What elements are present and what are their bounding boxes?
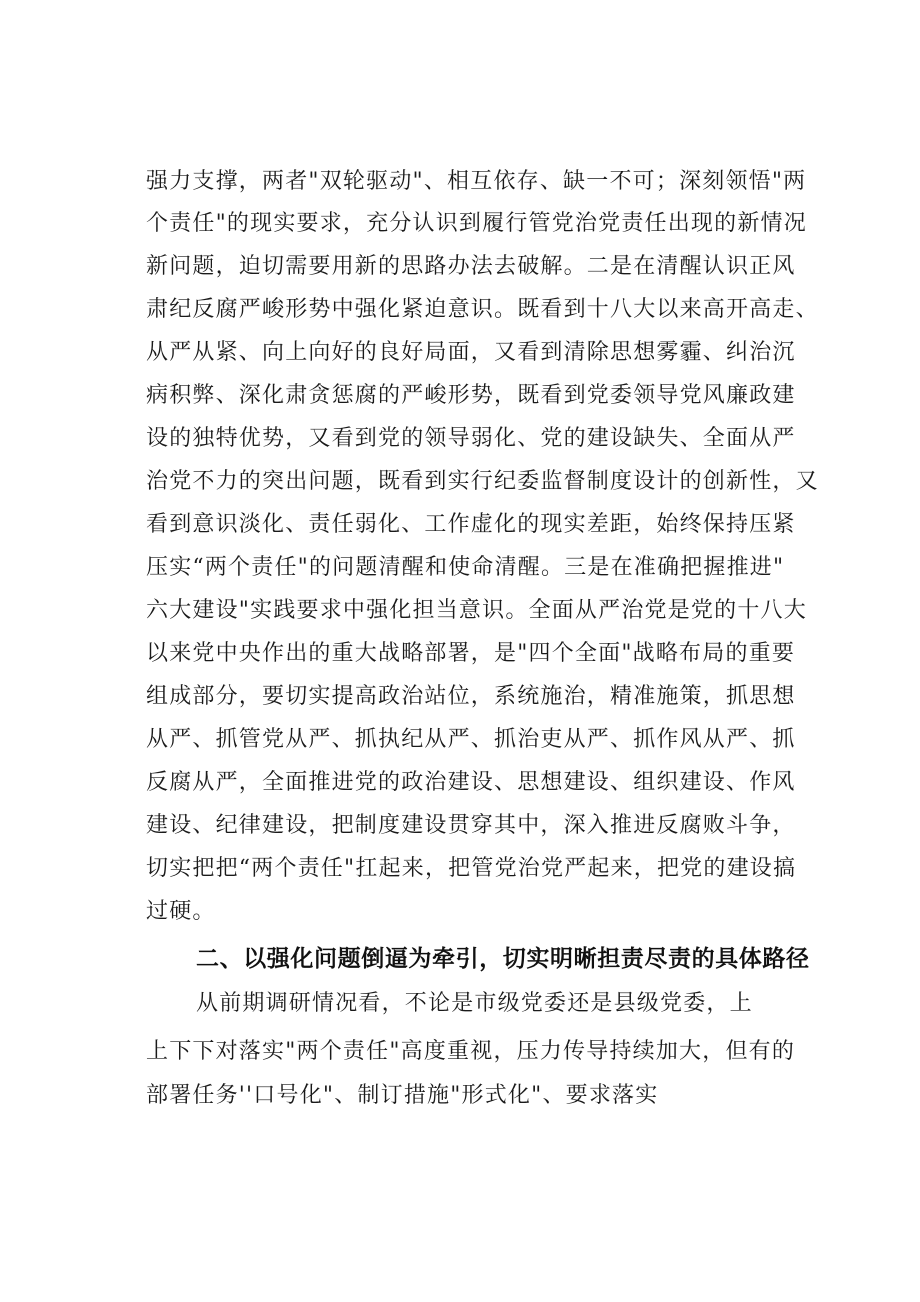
section-line: 从前期调研情况看，不论是市级党委还是县级党委，上 [196,991,753,1016]
section-heading: 二、以强化问题倒逼为牵引，切实明晰担责尽责的具体路径 [196,946,810,972]
section-line: 部署任务''口号化"、制订措施"形式化"、要求落实 [146,1083,659,1108]
body-line: 看到意识淡化、责任弱化、工作虚化的现实差距，始终保持压紧 [146,512,796,537]
body-line: 从严从紧、向上向好的良好局面，又看到清除思想雾霾、纠治沉 [146,340,796,365]
body-line: 六大建设"实践要求中强化担当意识。全面从严治党是党的十八大 [146,598,807,623]
body-line: 个责任"的现实要求，充分认识到履行管党治党责任出现的新情况 [146,211,807,236]
body-line: 治党不力的突出问题，既看到实行纪委监督制度设计的创新性，又 [146,469,819,494]
body-line: 病积弊、深化肃贪惩腐的严峻形势，既看到党委领导党风廉政建 [146,383,796,408]
body-line: 压实“两个责任"的问题清醒和使命清醒。三是在准确把握推进" [146,555,785,580]
body-line: 过硬。 [146,899,216,924]
body-line: 建设、纪律建设，把制度建设贯穿其中，深入推进反腐败斗争， [146,813,796,838]
body-line: 组成部分，要切实提高政治站位，系统施治，精准施策，抓思想 [146,684,796,709]
body-line: 新问题，迫切需要用新的思路办法去破解。二是在清醒认识正风 [146,254,796,279]
body-line: 设的独特优势，又看到党的领导弱化、党的建设缺失、全面从严 [146,426,796,451]
body-line: 强力支撑，两者"双轮驱动"、相互依存、缺一不可；深刻领悟"两 [146,169,807,194]
body-line: 反腐从严，全面推进党的政治建设、思想建设、组织建设、作风 [146,770,796,795]
body-line: 肃纪反腐严峻形势中强化紧迫意识。既看到十八大以来高开高走、 [146,297,819,322]
body-line: 切实把把“两个责任"扛起来，把管党治党严起来，把党的建设搞 [146,856,797,881]
body-line: 从严、抓管党从严、抓执纪从严、抓治吏从严、抓作风从严、抓 [146,727,796,752]
body-line: 以来党中央作出的重大战略部署，是"四个全面"战略布局的重要 [146,641,796,666]
section-line: 上下下对落实"两个责任"高度重视，压力传导持续加大，但有的 [146,1039,796,1064]
